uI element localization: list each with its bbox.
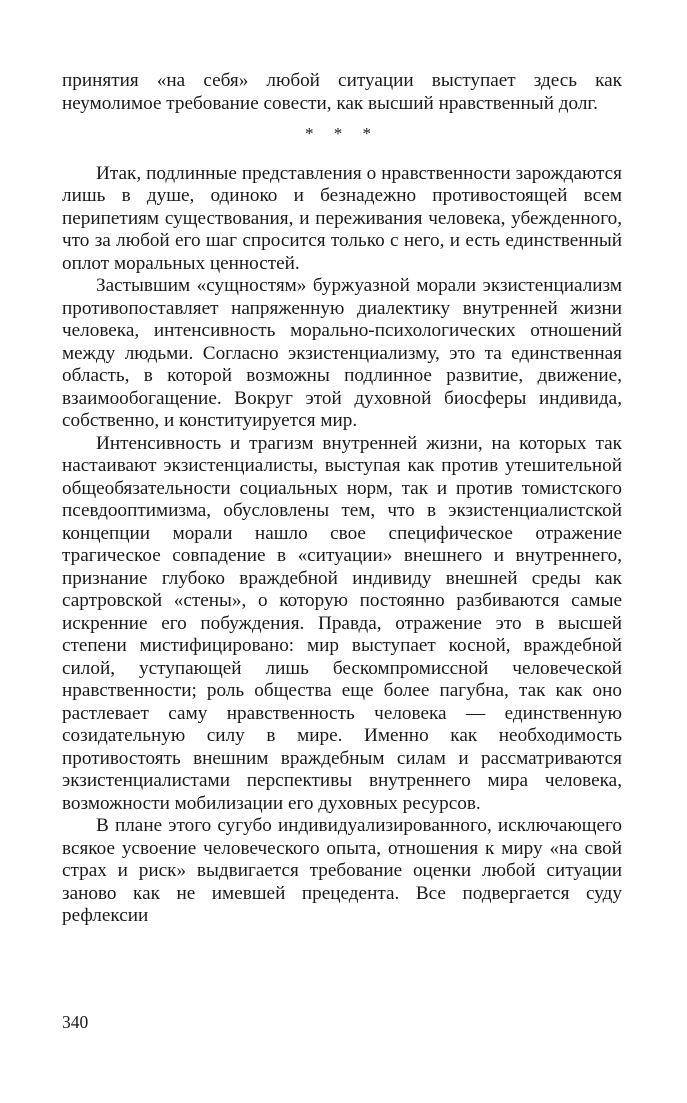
section-separator: * * * [305, 124, 379, 143]
paragraph-4: В плане этого сугубо индивидуализированного, исключающего всякое усвоение человеческого опыта, отношения к миру «на свой страх и риск» выдвигается требование оценки любой ситуации заново как не имевшей прецедента. Все подвергается суду рефлексии [62, 815, 622, 926]
paragraph-2: Застывшим «сущностям» буржуазной морали экзистенциализм противопоставляет напряженную диалектику внутренней жизни человека, интенсивность морально-психологических отношений между людьми. Согласно экзистенциализму, это та единственная область, в которой возможны подлинное развитие, движение, взаимообогащение. Вокруг этой духовной биосферы индивида, собственно, и конституируется мир. [62, 275, 622, 431]
paragraph-3: Интенсивность и трагизм внутренней жизни, на которых так настаивают экзистенциалисты, выступая как против утешительной общеобязательности социальных норм, так и против томистского псевдооптимизма, обусловлены тем, что в экзистенциалистской концепции морали нашло свое специфическое отражение трагическое совпадение в «ситуации» внешнего и внутреннего, признание глубоко враждебной индивиду внешней среды как сартровской «стены», о которую постоянно разбиваются самые искренние его побуждения. Правда, отражение это в высшей степени мистифицировано: мир выступает косной, враждебной силой, уступающей лишь бескомпромиссной человеческой нравственности; роль общества еще более пагубна, так как оно растлевает саму нравственность человека — единственную созидательную силу в мире. Именно как необходимость противостоять внешним враждебным силам и рассматриваются экзистенциалистами перспективы внутреннего мира человека, возможности мобилизации его духовных ресурсов. [62, 432, 622, 814]
paragraph-continued: принятия «на себя» любой ситуации выступает здесь как неумолимое требование совести, как высший нравственный долг. [62, 70, 622, 114]
page-body [62, 70, 622, 928]
page-number: 340 [62, 1012, 89, 1032]
paragraph-1: Итак, подлинные представления о нравственности зарождаются лишь в душе, одиноко и безнадежно противостоящей всем перипетиям существования, и переживания человека, убежденного, что за любой его шаг спросится только с него, и есть единственный оплот моральных ценностей. [62, 162, 622, 274]
